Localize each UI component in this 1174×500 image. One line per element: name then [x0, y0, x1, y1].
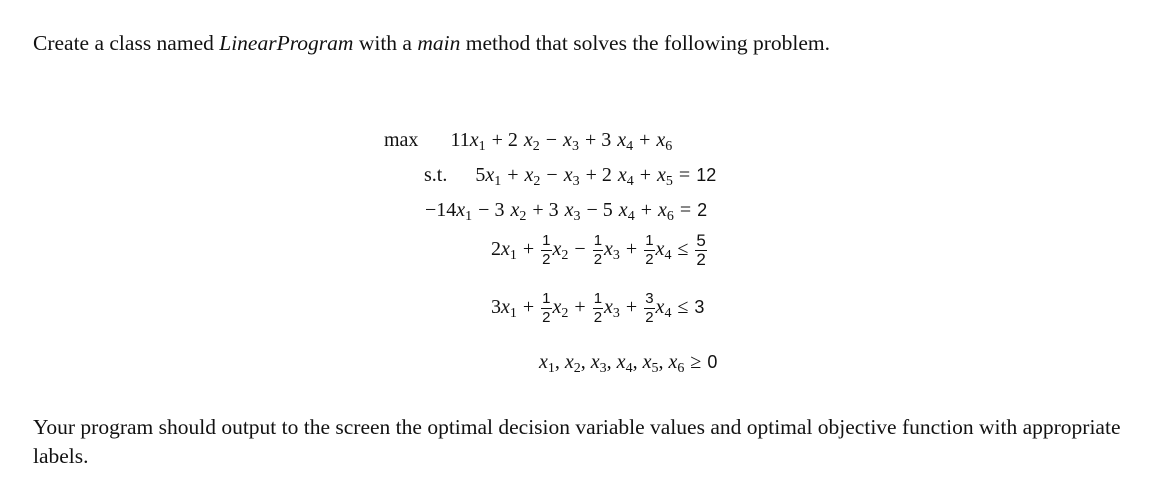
intro-text: Create a class named — [33, 31, 220, 55]
fraction: $\frac{1}{2}$ — [593, 231, 603, 268]
method-name: main — [417, 31, 461, 55]
fraction: $\frac{3}{2}$ — [645, 289, 654, 326]
rhs-fraction: $\frac{5}{2}$ — [696, 230, 706, 269]
fraction: $\frac{1}{2}$ — [645, 231, 654, 268]
outro-paragraph: Your program should output to the screen the optimal decision variable values and optimal objective function with appropriate labels. — [33, 415, 1121, 468]
intro-text-3: method that solves the following problem. — [460, 31, 830, 55]
fraction: $\frac{1}{2}$ — [542, 289, 551, 326]
class-name: LinearProgram — [219, 31, 354, 55]
constraint-row-1: s.t. $5x_1 + x_2 - x_3 + 2$ $x_4 + x_5 = 12$ — [424, 164, 717, 189]
objective-expression: $11x_1 + 2$ $x_2 - x_3 + 3$ $x_4 + x_6$ — [450, 129, 673, 154]
fraction: $\frac{1}{2}$ — [593, 289, 603, 326]
intro-text-2: with a — [353, 31, 418, 55]
nonnegativity-row: $x_1$, $x_2$, $x_3$, $x_4$, $x_5$, $x_6 \ge 0$ — [539, 351, 718, 376]
constraint-row-4: $3x_1$ + $\frac{1}{2}$ $x_2$ + $\frac{1}{2}$ $x_3$ + $\frac{3}{2}$ $x_4 \le 3$ — [491, 289, 705, 326]
fraction: $\frac{1}{2}$ — [542, 231, 551, 268]
max-label: max — [384, 129, 419, 151]
constraint-row-2: $-14x_1 - 3$ $x_2 + 3$ $x_3 - 5$ $x_4 + x_6 = 2$ — [425, 199, 708, 224]
objective-row — [384, 128, 672, 155]
st-label: s.t. — [424, 164, 448, 186]
constraint-row-3: $2x_1$ + $\frac{1}{2}$ $x_2$ − $\frac{1}{2}$ $x_3$ + $\frac{1}{2}$ $x_4$ ≤ $\frac{5}{2}$ — [491, 230, 706, 269]
